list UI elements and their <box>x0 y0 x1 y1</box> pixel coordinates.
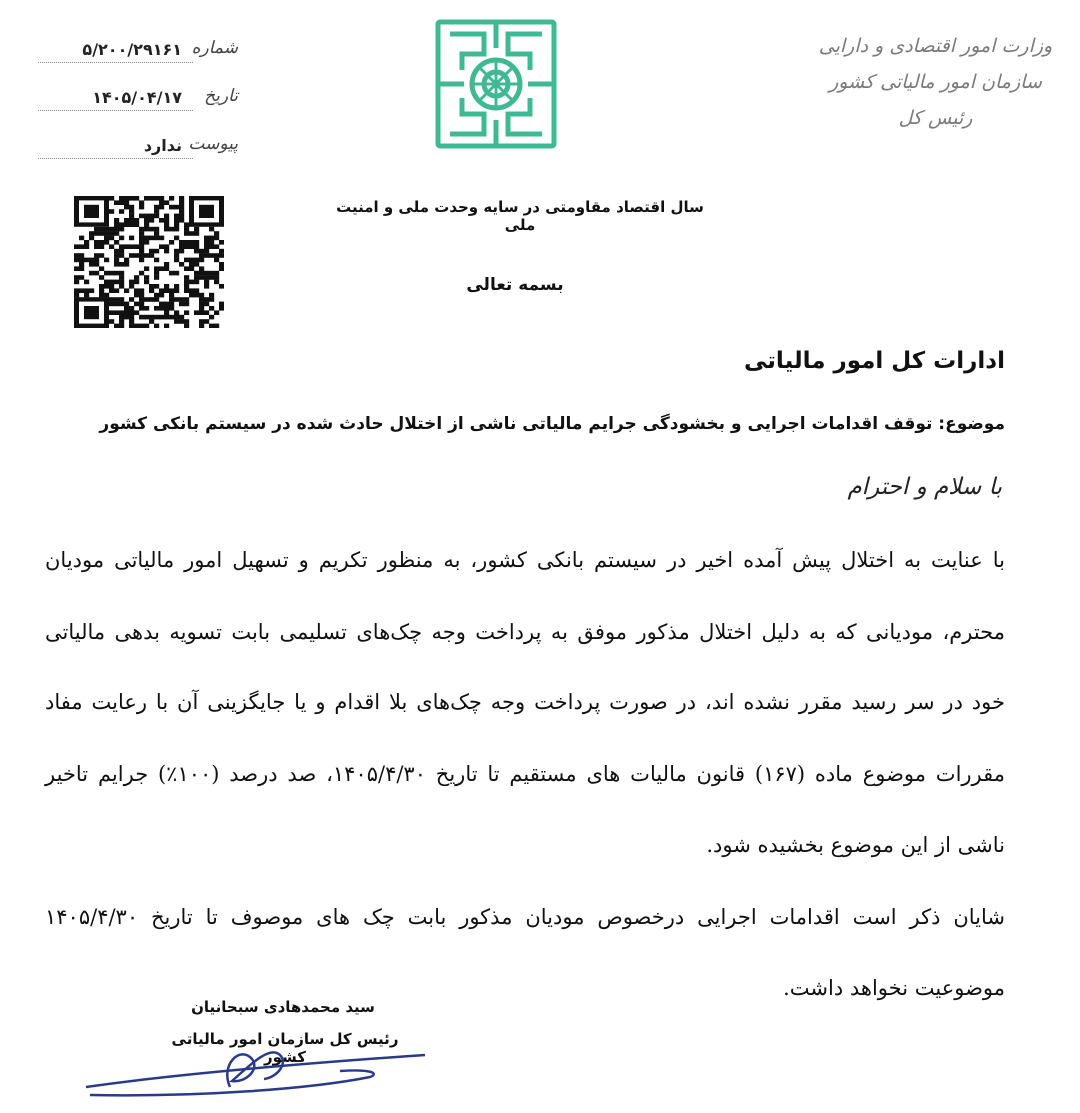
paragraph-1-line-2: محترم، مودیانی که به دلیل اختلال مذکور موفق به پرداخت وجه چک‌های تسلیمی بابت تسویه بدهی مالیاتی <box>45 620 1005 644</box>
paragraph-1-line-5: ناشی از این موضوع بخشیده شود. <box>706 833 1005 857</box>
date-dotted-line <box>38 110 193 111</box>
attachment-value: ندارد <box>143 136 182 155</box>
attachment-label: پیوست <box>188 134 238 154</box>
handwritten-signature-icon <box>80 1025 440 1105</box>
paragraph-2-line-1: شایان ذکر است اقدامات اجرایی درخصوص مودیان مذکور بابت چک های موصوف تا تاریخ ۱۴۰۵/۴/۳۰ <box>45 905 1005 929</box>
date-label: تاریخ <box>204 86 238 106</box>
ministry-header <box>803 28 1068 136</box>
signatory-title: رئیس کل سازمان امور مالیاتی کشور <box>171 1030 399 1066</box>
bismillah: بسمه تعالی <box>466 275 564 295</box>
number-label: شماره <box>191 38 238 58</box>
date-field <box>38 86 238 116</box>
date-value: ۱۴۰۵/۰۴/۱۷ <box>92 88 182 107</box>
year-slogan: سال اقتصاد مقاومتی در سایه وحدت ملی و امنیت ملی <box>336 198 704 234</box>
ministry-line-3: رئیس کل <box>898 107 973 129</box>
tax-organization-emblem-icon <box>432 14 560 154</box>
signatory-name: سید محمدهادی سبحانیان <box>191 998 375 1016</box>
number-field <box>38 38 238 68</box>
paragraph-1-line-3: خود در سر رسید مقرر نشده اند، در صورت پرداخت وجه چک‌های بلا اقدام و یا جایگزینی آن با رعایت مفاد <box>45 690 1005 714</box>
subject-line: موضوع: توقف اقدامات اجرایی و بخشودگی جرایم مالیاتی ناشی از اختلال حادث شده در سیستم بانکی کشور <box>99 414 1005 434</box>
number-value: ۵/۲۰۰/۲۹۱۶۱ <box>82 40 182 59</box>
attachment-dotted-line <box>38 158 193 159</box>
paragraph-1-line-4: مقررات موضوع ماده (۱۶۷) قانون مالیات های مستقیم تا تاریخ ۱۴۰۵/۴/۳۰، صد درصد (۱۰۰٪) جرایم تاخیر <box>45 762 1006 786</box>
paragraph-2-line-2: موضوعیت نخواهد داشت. <box>783 976 1005 1000</box>
paragraph-1-line-1: با عنایت به اختلال پیش آمده اخیر در سیستم بانکی کشور، به منظور تکریم و تسهیل امور مالیاتی مودیان <box>45 548 1005 572</box>
qr-code-icon <box>74 196 224 328</box>
recipient: ادارات کل امور مالیاتی <box>744 348 1005 374</box>
number-dotted-line <box>38 62 193 63</box>
ministry-line-1: وزارت امور اقتصادی و دارایی <box>818 35 1053 57</box>
ministry-line-2: سازمان امور مالیاتی کشور <box>829 71 1042 93</box>
greeting: با سلام و احترام <box>847 474 1002 500</box>
attachment-field <box>38 134 238 164</box>
